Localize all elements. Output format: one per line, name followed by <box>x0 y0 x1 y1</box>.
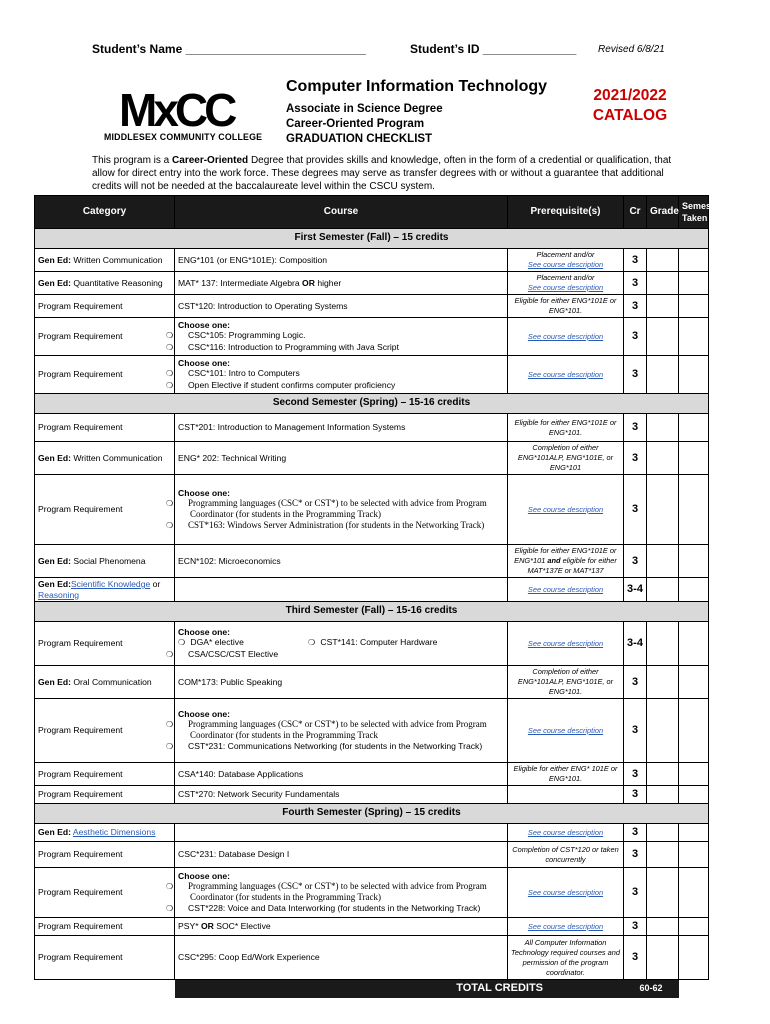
total-value: 60-62 <box>624 980 679 998</box>
prereq-cell: Completion of CST*120 or taken concurrently <box>508 842 624 868</box>
program-type: Career-Oriented Program <box>286 118 425 130</box>
grade-cell[interactable] <box>647 295 679 318</box>
category-cell: Program Requirement <box>35 699 175 763</box>
course-cell <box>175 578 508 602</box>
semester-taken-cell[interactable] <box>679 249 709 272</box>
course-cell: MAT* 137: Intermediate Algebra OR higher <box>175 272 508 295</box>
prereq-cell <box>508 786 624 804</box>
credits-cell: 3 <box>624 272 647 295</box>
prereq-cell: Eligible for either ENG*101E or ENG*101. <box>508 414 624 442</box>
credits-cell: 3 <box>624 666 647 699</box>
course-cell: CSA*140: Database Applications <box>175 763 508 786</box>
prereq-cell <box>508 918 624 936</box>
grade-cell[interactable] <box>647 918 679 936</box>
credits-cell: 3 <box>624 824 647 842</box>
credits-cell: 3 <box>624 545 647 578</box>
course-description-link[interactable]: See course description <box>527 827 604 837</box>
credits-cell: 3 <box>624 842 647 868</box>
category-cell: Program Requirement <box>35 868 175 918</box>
category-cell: Program Requirement <box>35 318 175 356</box>
grade-cell[interactable] <box>647 475 679 545</box>
course-cell: ENG* 202: Technical Writing <box>175 442 508 475</box>
checkbox-icon[interactable]: ❍ <box>166 342 174 352</box>
category-cell: Gen Ed: Quantitative Reasoning <box>35 272 175 295</box>
course-cell: Choose one: ❍ DGA* elective ❍ CST*141: Computer Hardware ❍ CSA/CSC/CST Elective <box>175 622 508 666</box>
college-name: MIDDLESEX COMMUNITY COLLEGE <box>104 132 263 142</box>
course-cell: CST*270: Network Security Fundamentals <box>175 786 508 804</box>
col-semester: Semester Taken <box>679 196 709 229</box>
table-row <box>35 786 709 804</box>
category-cell: Program Requirement <box>35 918 175 936</box>
credits-cell: 3 <box>624 356 647 394</box>
category-cell: Gen Ed: Aesthetic Dimensions <box>35 824 175 842</box>
grade-cell[interactable] <box>647 868 679 918</box>
table-row <box>35 918 709 936</box>
grade-cell[interactable] <box>647 249 679 272</box>
grade-cell[interactable] <box>647 763 679 786</box>
revised-date: Revised 6/8/21 <box>598 44 665 55</box>
credits-cell: 3 <box>624 318 647 356</box>
col-category: Category <box>35 196 175 229</box>
svg-text:MxCC: MxCC <box>119 88 234 130</box>
grade-cell[interactable] <box>647 356 679 394</box>
catalog-word: CATALOG <box>592 107 668 124</box>
course-cell: CST*201: Introduction to Management Information Systems <box>175 414 508 442</box>
category-cell: Gen Ed: Written Communication <box>35 249 175 272</box>
table-row <box>35 622 709 666</box>
course-cell: CSC*295: Coop Ed/Work Experience <box>175 936 508 980</box>
credits-cell: 3 <box>624 699 647 763</box>
prereq-cell: Eligible for either ENG*101E or ENG*101 and eligible for either MAT*137E or MAT*137 <box>508 545 624 578</box>
table-row <box>35 295 709 318</box>
category-link[interactable]: Scientific Knowledge <box>70 579 151 589</box>
category-cell: Gen Ed: Written Communication <box>35 442 175 475</box>
checkbox-icon[interactable]: ❍ <box>166 499 174 509</box>
table-row <box>35 578 709 602</box>
semester-taken-cell[interactable] <box>679 868 709 918</box>
course-cell: Choose one: ❍ CSC*105: Programming Logic. ❍ CSC*116: Introduction to Programming with Java Script <box>175 318 508 356</box>
table-header-row <box>35 196 709 229</box>
table-row <box>35 666 709 699</box>
credits-cell: 3 <box>624 475 647 545</box>
table-row <box>35 318 709 356</box>
credits-cell: 3 <box>624 918 647 936</box>
semester-taken-cell[interactable] <box>679 786 709 804</box>
program-description: This program is a Career-Oriented Degree that provides skills and knowledge, often in the form of a credential or qualification, that allow for direct entry into the work force. These degrees may serve as transfer degrees with or without a guarantee that additional credits will not be needed at the baccalaureate level within the CSCU system. <box>92 155 672 192</box>
semester-taken-cell[interactable] <box>679 475 709 545</box>
semester-taken-cell[interactable] <box>679 442 709 475</box>
grade-cell[interactable] <box>647 699 679 763</box>
semester-taken-cell[interactable] <box>679 918 709 936</box>
prereq-cell: Eligible for either ENG*101E or ENG*101. <box>508 295 624 318</box>
checkbox-icon[interactable]: ❍ <box>178 638 186 648</box>
table-row <box>35 249 709 272</box>
course-cell: Choose one: ❍ CSC*101: Intro to Computers ❍ Open Elective if student confirms computer proficiency <box>175 356 508 394</box>
grade-cell[interactable] <box>647 414 679 442</box>
grade-cell[interactable] <box>647 578 679 602</box>
semester-header <box>35 602 709 622</box>
table-row <box>35 442 709 475</box>
prereq-cell <box>508 578 624 602</box>
catalog-years: 2021/2022 <box>593 87 667 104</box>
course-description-link[interactable]: See course description <box>527 921 604 931</box>
prereq-cell <box>508 356 624 394</box>
semester-header <box>35 229 709 249</box>
semester-taken-cell[interactable] <box>679 545 709 578</box>
grade-cell[interactable] <box>647 545 679 578</box>
semester-taken-cell[interactable] <box>679 356 709 394</box>
grade-cell[interactable] <box>647 786 679 804</box>
course-cell: Choose one: ❍ Programming languages (CSC* or CST*) to be selected with advice from Program Coordinator (for students in the Programming Track ❍ CST*231: Communications Networking (for students in the Networking Track) <box>175 699 508 763</box>
prereq-cell: Completion of either ENG*101ALP, ENG*101E, or ENG*101 <box>508 442 624 475</box>
grade-cell[interactable] <box>647 666 679 699</box>
semester-title: Fourth Semester (Spring) – 15 credits <box>35 804 709 824</box>
category-cell: Program Requirement <box>35 786 175 804</box>
course-cell: COM*173: Public Speaking <box>175 666 508 699</box>
student-id-field[interactable]: Student’s ID ______________ <box>410 42 577 56</box>
semester-taken-cell[interactable] <box>679 272 709 295</box>
table-row <box>35 414 709 442</box>
prereq-cell: Placement and/or See course description <box>508 249 624 272</box>
category-cell: Gen Ed:Scientific Knowledge or Reasoning <box>35 578 175 602</box>
category-cell: Program Requirement <box>35 842 175 868</box>
credits-cell: 3-4 <box>624 622 647 666</box>
program-degree: Associate in Science Degree <box>286 103 443 115</box>
semester-header <box>35 394 709 414</box>
table-row <box>35 475 709 545</box>
course-cell: CST*120: Introduction to Operating Systems <box>175 295 508 318</box>
semester-taken-cell[interactable] <box>679 699 709 763</box>
semester-taken-cell[interactable] <box>679 318 709 356</box>
course-description-link[interactable]: See course description <box>527 369 604 379</box>
grade-cell[interactable] <box>647 842 679 868</box>
table-row <box>35 936 709 980</box>
checkbox-icon[interactable]: ❍ <box>166 369 174 379</box>
grade-cell[interactable] <box>647 318 679 356</box>
course-cell <box>175 824 508 842</box>
student-name-field[interactable]: Student’s Name ___________________________ <box>92 42 366 56</box>
grade-cell[interactable] <box>647 622 679 666</box>
semester-title: Third Semester (Fall) – 15-16 credits <box>35 602 709 622</box>
category-cell: Program Requirement <box>35 622 175 666</box>
grade-cell[interactable] <box>647 824 679 842</box>
semester-taken-cell[interactable] <box>679 295 709 318</box>
table-row <box>35 545 709 578</box>
course-cell: ENG*101 (or ENG*101E): Composition <box>175 249 508 272</box>
college-logo <box>104 88 264 148</box>
table-row <box>35 272 709 295</box>
semester-taken-cell[interactable] <box>679 824 709 842</box>
prereq-cell <box>508 622 624 666</box>
grade-cell[interactable] <box>647 936 679 980</box>
table-row <box>35 868 709 918</box>
prereq-cell <box>508 868 624 918</box>
semester-header <box>35 804 709 824</box>
table-row <box>35 699 709 763</box>
course-cell: Choose one: ❍ Programming languages (CSC* or CST*) to be selected with advice from Program Coordinator (for students in the Programming Track) ❍ CST*228: Voice and Data Interworking (for students in the Networking Track) <box>175 868 508 918</box>
course-cell: CSC*231: Database Design I <box>175 842 508 868</box>
prereq-cell: Completion of either ENG*101ALP, ENG*101E, or ENG*101. <box>508 666 624 699</box>
col-course: Course <box>175 196 508 229</box>
mxcc-logo-mark <box>119 88 244 130</box>
credits-cell: 3 <box>624 414 647 442</box>
credits-cell: 3 <box>624 868 647 918</box>
credits-cell: 3 <box>624 936 647 980</box>
table-row <box>35 763 709 786</box>
checkbox-icon[interactable]: ❍ <box>166 742 174 752</box>
semester-taken-cell[interactable] <box>679 936 709 980</box>
checkbox-icon[interactable]: ❍ <box>166 380 174 390</box>
course-description-link[interactable]: See course description <box>527 887 604 897</box>
checkbox-icon[interactable]: ❍ <box>166 904 174 914</box>
col-prereq: Prerequisite(s) <box>508 196 624 229</box>
category-cell: Program Requirement <box>35 475 175 545</box>
total-label: TOTAL CREDITS <box>175 980 624 998</box>
course-description-link[interactable]: See course description <box>527 283 604 292</box>
col-cr: Cr <box>624 196 647 229</box>
program-checklist: GRADUATION CHECKLIST <box>286 133 433 145</box>
program-title: Computer Information Technology <box>286 78 548 95</box>
category-link[interactable]: Reasoning <box>38 589 80 600</box>
category-cell: Program Requirement <box>35 763 175 786</box>
catalog-label <box>560 86 700 126</box>
checkbox-icon[interactable]: ❍ <box>308 638 316 648</box>
prereq-cell <box>508 318 624 356</box>
program-heading <box>286 78 547 147</box>
course-description-link[interactable]: See course description <box>527 331 604 341</box>
credits-cell: 3 <box>624 763 647 786</box>
checkbox-icon[interactable]: ❍ <box>166 720 174 730</box>
col-grade: Grade <box>647 196 679 229</box>
semester-taken-cell[interactable] <box>679 763 709 786</box>
prereq-cell <box>508 699 624 763</box>
category-cell: Program Requirement <box>35 295 175 318</box>
prereq-cell: All Computer Information Technology required courses and permission of the program coordinator. <box>508 936 624 980</box>
prereq-cell <box>508 475 624 545</box>
prereq-cell <box>508 824 624 842</box>
table-row <box>35 824 709 842</box>
semester-title: Second Semester (Spring) – 15-16 credits <box>35 394 709 414</box>
category-cell: Program Requirement <box>35 414 175 442</box>
credits-cell: 3 <box>624 249 647 272</box>
student-info-line <box>92 42 692 58</box>
semester-taken-cell[interactable] <box>679 842 709 868</box>
total-row <box>35 980 709 998</box>
semester-taken-cell[interactable] <box>679 414 709 442</box>
course-cell: PSY* OR SOC* Elective <box>175 918 508 936</box>
credits-cell: 3 <box>624 786 647 804</box>
category-cell: Program Requirement <box>35 936 175 980</box>
prereq-cell: Placement and/or See course description <box>508 272 624 295</box>
prereq-cell: Eligible for either ENG* 101E or ENG*101. <box>508 763 624 786</box>
course-description-link[interactable]: See course description <box>527 584 604 594</box>
grade-cell[interactable] <box>647 272 679 295</box>
course-description-link[interactable]: See course description <box>527 260 604 269</box>
checklist-table <box>34 195 723 998</box>
category-cell: Program Requirement <box>35 356 175 394</box>
checkbox-icon[interactable]: ❍ <box>166 521 174 531</box>
checkbox-icon[interactable]: ❍ <box>166 331 174 341</box>
course-description-link[interactable]: See course description <box>527 725 604 735</box>
course-cell: Choose one: ❍ Programming languages (CSC* or CST*) to be selected with advice from Program Coordinator (for students in the Programming Track) ❍ CST*163: Windows Server Administration (for students in the Networking Track) <box>175 475 508 545</box>
semester-title: First Semester (Fall) – 15 credits <box>35 229 709 249</box>
credits-cell: 3 <box>624 442 647 475</box>
credits-cell: 3-4 <box>624 578 647 602</box>
credits-cell: 3 <box>624 295 647 318</box>
semester-taken-cell[interactable] <box>679 622 709 666</box>
checkbox-icon[interactable]: ❍ <box>166 649 174 659</box>
checkbox-icon[interactable]: ❍ <box>166 882 174 892</box>
course-cell: ECN*102: Microeconomics <box>175 545 508 578</box>
category-cell: Gen Ed: Social Phenomena <box>35 545 175 578</box>
category-link[interactable]: Aesthetic Dimensions <box>72 827 156 838</box>
category-cell: Gen Ed: Oral Communication <box>35 666 175 699</box>
grade-cell[interactable] <box>647 442 679 475</box>
semester-taken-cell[interactable] <box>679 578 709 602</box>
table-row <box>35 842 709 868</box>
course-description-link[interactable]: See course description <box>527 638 604 648</box>
table-row <box>35 356 709 394</box>
course-description-link[interactable]: See course description <box>527 504 604 514</box>
semester-taken-cell[interactable] <box>679 666 709 699</box>
